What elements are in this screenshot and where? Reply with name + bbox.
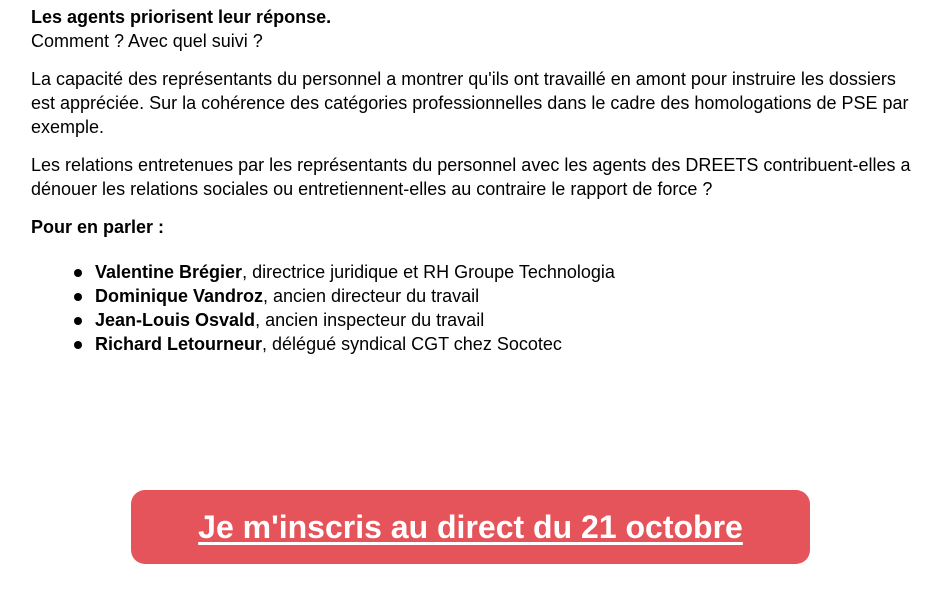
list-item — [95, 308, 911, 332]
paragraph-relations: Les relations entretenues par les représentants du personnel avec les agents des DREETS contribuent-elles a dénouer les relations sociales ou entretiennent-elles au contraire le rapport de force ? — [31, 155, 911, 199]
speaker-role: , ancien inspecteur du travail — [255, 310, 485, 330]
speakers-list — [31, 260, 911, 356]
paragraph-capacity: La capacité des représentants du personnel a montrer qu'ils ont travaillé en amont pour instruire les dossiers est appréciée. Sur la cohérence des catégories professionnelles dans le cadre des homologations de PSE par exemple. — [31, 69, 909, 137]
intro-lead: Les agents priorisent leur réponse. — [31, 7, 332, 27]
list-item — [95, 284, 911, 308]
register-button[interactable]: Je m'inscris au direct du 21 octobre — [131, 490, 810, 564]
list-item — [95, 332, 911, 356]
article-body — [31, 5, 911, 356]
intro-question: Comment ? Avec quel suivi ? — [31, 31, 263, 51]
speaker-role: , directrice juridique et RH Groupe Technologia — [242, 262, 615, 282]
speaker-name: Jean-Louis Osvald — [95, 310, 256, 330]
cta-container — [131, 490, 810, 564]
list-item — [95, 260, 911, 284]
speaker-role: , ancien directeur du travail — [263, 286, 480, 306]
speakers-heading: Pour en parler : — [31, 217, 165, 237]
speaker-name: Dominique Vandroz — [95, 286, 264, 306]
speaker-name: Valentine Brégier — [95, 262, 243, 282]
intro-block — [31, 5, 911, 53]
speaker-role: , délégué syndical CGT chez Socotec — [262, 334, 562, 354]
speaker-name: Richard Letourneur — [95, 334, 263, 354]
